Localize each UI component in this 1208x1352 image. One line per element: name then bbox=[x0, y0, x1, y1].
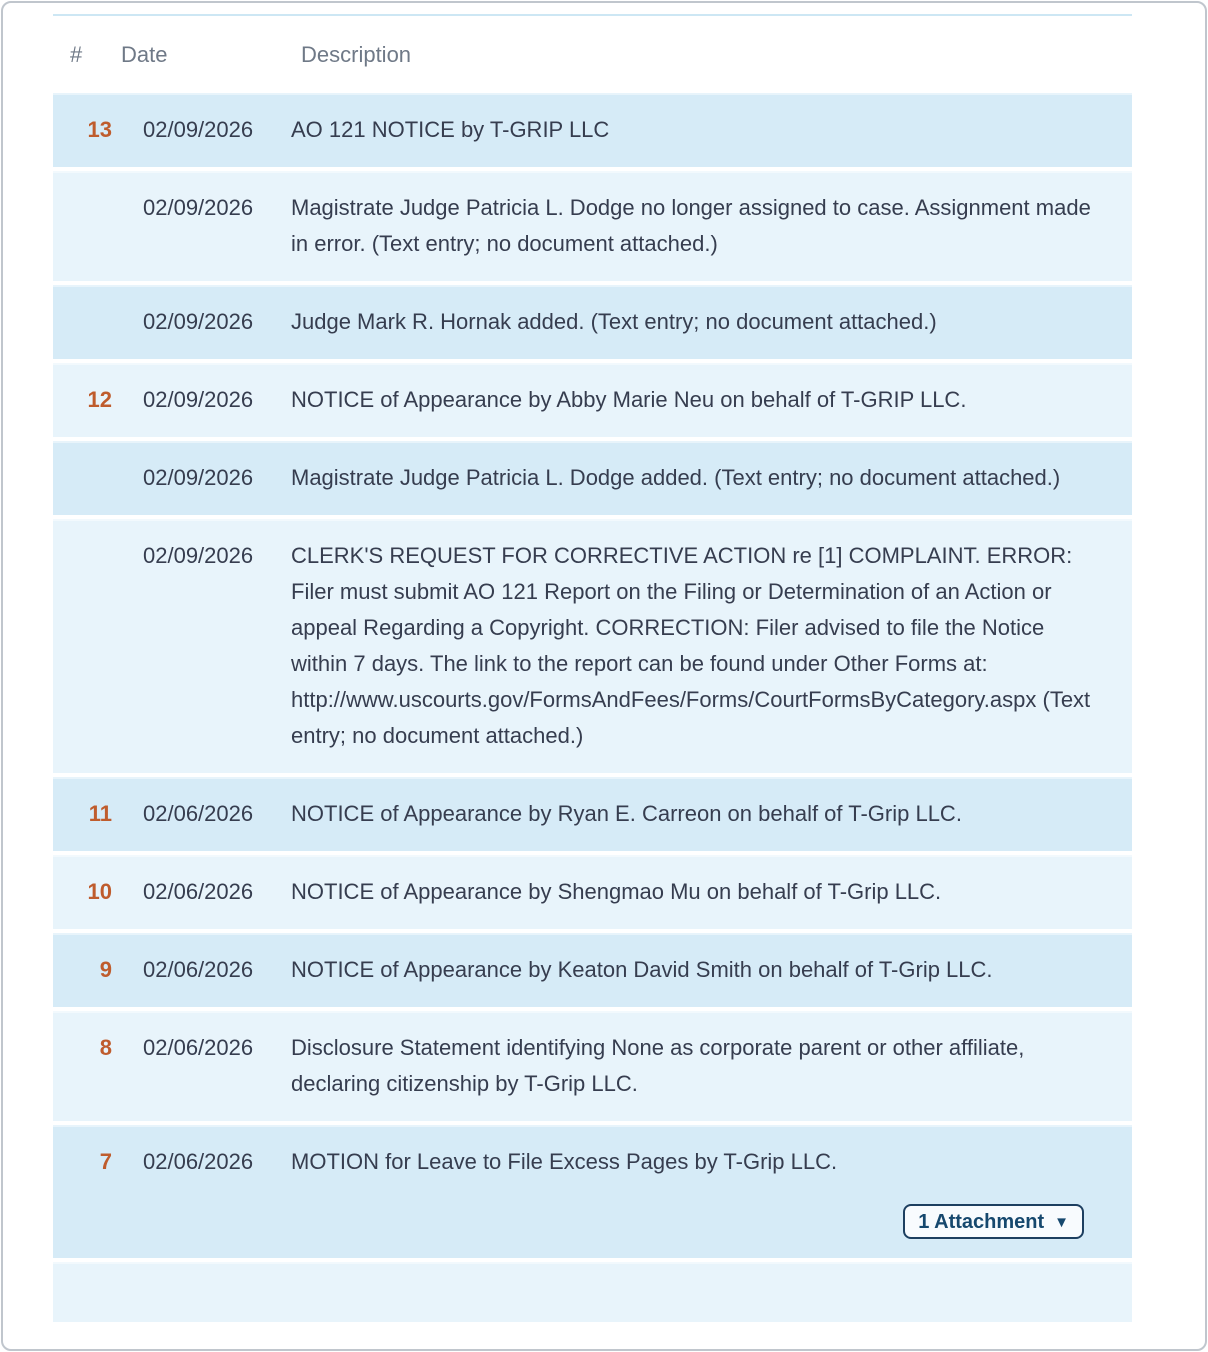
docket-entry-row bbox=[53, 519, 1132, 773]
docket-entries-list bbox=[53, 93, 1132, 1258]
entry-number-link[interactable]: 11 bbox=[88, 801, 112, 826]
entry-date: 02/09/2026 bbox=[143, 387, 254, 412]
docket-entry-row bbox=[53, 933, 1132, 1007]
docket-entries-table bbox=[53, 14, 1132, 1322]
entry-date: 02/09/2026 bbox=[143, 465, 254, 490]
entry-description: NOTICE of Appearance by Keaton David Smith on behalf of T-Grip LLC. bbox=[291, 957, 993, 982]
entry-description-cell bbox=[291, 304, 1132, 340]
docket-entry-row bbox=[53, 171, 1132, 281]
docket-entry-row bbox=[53, 93, 1132, 167]
entry-description-cell bbox=[291, 538, 1132, 754]
chevron-down-icon: ▼ bbox=[1054, 1214, 1069, 1231]
entry-description: NOTICE of Appearance by Ryan E. Carreon on behalf of T-Grip LLC. bbox=[291, 801, 962, 826]
entry-description: Magistrate Judge Patricia L. Dodge added. (Text entry; no document attached.) bbox=[291, 465, 1061, 490]
docket-entry-row bbox=[53, 285, 1132, 359]
entry-description-cell bbox=[291, 460, 1132, 496]
entry-description: NOTICE of Appearance by Abby Marie Neu on behalf of T-GRIP LLC. bbox=[291, 387, 967, 412]
entry-description-cell bbox=[291, 1030, 1132, 1102]
attachment-row bbox=[291, 1204, 1104, 1239]
entry-description: Magistrate Judge Patricia L. Dodge no longer assigned to case. Assignment made in error. (Text entry; no document attached.) bbox=[291, 195, 1091, 256]
column-header-number: # bbox=[70, 41, 83, 67]
entry-description: MOTION for Leave to File Excess Pages by T-Grip LLC. bbox=[291, 1149, 838, 1174]
table-header-row bbox=[53, 16, 1132, 93]
docket-entry-row bbox=[53, 1125, 1132, 1258]
entry-description-cell bbox=[291, 874, 1132, 910]
entry-description: Disclosure Statement identifying None as corporate parent or other affiliate, declaring citizenship by T-Grip LLC. bbox=[291, 1035, 1025, 1096]
column-header-description: Description bbox=[301, 41, 412, 67]
entry-description-cell bbox=[291, 112, 1132, 148]
entry-number-link[interactable]: 10 bbox=[87, 879, 112, 904]
entry-date: 02/09/2026 bbox=[143, 117, 254, 142]
docket-entry-row bbox=[53, 855, 1132, 929]
column-header-date: Date bbox=[121, 41, 168, 67]
entry-number-link[interactable]: 13 bbox=[87, 117, 112, 142]
entry-date: 02/06/2026 bbox=[143, 1149, 254, 1174]
entry-description: NOTICE of Appearance by Shengmao Mu on behalf of T-Grip LLC. bbox=[291, 879, 942, 904]
entry-description: AO 121 NOTICE by T-GRIP LLC bbox=[291, 117, 610, 142]
entry-number-link[interactable]: 7 bbox=[99, 1149, 112, 1174]
entry-description-cell bbox=[291, 1144, 1132, 1239]
docket-entry-row bbox=[53, 363, 1132, 437]
entry-description-cell bbox=[291, 190, 1132, 262]
entry-date: 02/09/2026 bbox=[143, 309, 254, 334]
entry-number-link[interactable]: 9 bbox=[99, 957, 112, 982]
entry-date: 02/09/2026 bbox=[143, 195, 254, 220]
entry-date: 02/09/2026 bbox=[143, 543, 254, 568]
partial-next-row bbox=[53, 1262, 1132, 1322]
attachment-dropdown-button[interactable] bbox=[903, 1204, 1084, 1239]
entry-number-link bbox=[53, 460, 112, 496]
docket-entry-row bbox=[53, 777, 1132, 851]
attachment-button-label: 1 Attachment bbox=[918, 1210, 1045, 1233]
entry-description-cell bbox=[291, 382, 1132, 418]
entry-description: CLERK'S REQUEST FOR CORRECTIVE ACTION re [1] COMPLAINT. ERROR: Filer must submit AO 121 Report on the Filing or Determination of an Action or appeal Regarding a Copyright. CORRECTION: Filer advised to file the Notice within 7 days. The link to the report can be found under Other Forms at: http://www.uscourts.gov/FormsAndFees/Forms/CourtFormsByCategory.aspx (Text entry; no document attached.) bbox=[291, 543, 1091, 748]
entry-date: 02/06/2026 bbox=[143, 957, 254, 982]
entry-description-cell bbox=[291, 796, 1132, 832]
entry-number-link bbox=[53, 538, 112, 754]
entry-number-link bbox=[53, 190, 112, 262]
entry-number-link[interactable]: 12 bbox=[87, 387, 112, 412]
entry-number-link bbox=[53, 304, 112, 340]
entry-description: Judge Mark R. Hornak added. (Text entry; no document attached.) bbox=[291, 309, 937, 334]
entry-date: 02/06/2026 bbox=[143, 879, 254, 904]
entry-date: 02/06/2026 bbox=[143, 1035, 254, 1060]
docket-entry-row bbox=[53, 441, 1132, 515]
entry-date: 02/06/2026 bbox=[143, 801, 254, 826]
entry-number-link[interactable]: 8 bbox=[99, 1035, 112, 1060]
entry-description-cell bbox=[291, 952, 1132, 988]
docket-entry-row bbox=[53, 1011, 1132, 1121]
